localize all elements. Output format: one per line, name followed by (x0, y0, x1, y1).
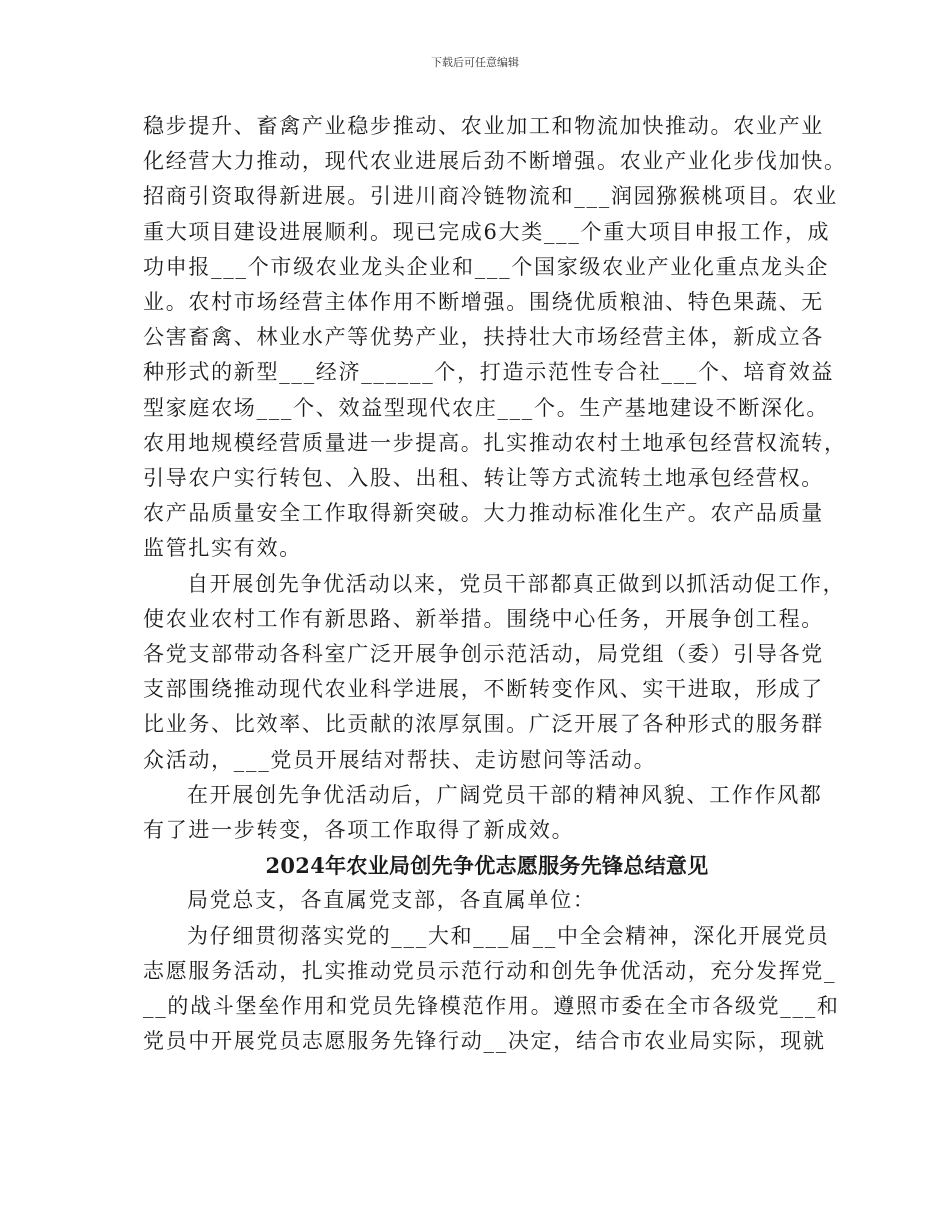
text-line: 比业务、比效率、比贡献的浓厚氛围。广泛开展了各种形式的服务群 (143, 712, 824, 737)
text-line: 自开展创先争优活动以来，党员干部都真正做到以抓活动促工作， (187, 571, 846, 596)
text-line: 功申报___个市级农业龙头企业和___个国家级农业产业化重点龙头企 (143, 254, 830, 279)
text-line: 有了进一步转变，各项工作取得了新成效。 (143, 818, 575, 843)
paragraph-campaign-activities (143, 567, 846, 778)
text-line: 化经营大力推动，现代农业进展后劲不断增强。农业产业化步伐加快。 (143, 149, 847, 174)
text-line: 众活动，___党员开展结对帮扶、走访慰问等活动。 (143, 747, 657, 772)
salutation (143, 883, 815, 918)
text-line: 为仔细贯彻落实党的___大和___届__中全会精神，深化开展党员 (187, 923, 830, 948)
text-line: 党员中开展党员志愿服务先锋行动__决定，结合市农业局实际，现就 (143, 1029, 826, 1054)
text-line: 局党总支，各直属党支部，各直属单位： (187, 888, 596, 913)
text-line: 引导农户实行转包、入股、出租、转让等方式流转土地承包经营权。 (143, 466, 824, 491)
text-line: 农用地规模经营质量进一步提高。扎实推动农村土地承包经营权流转， (143, 430, 847, 455)
text-line: 各党支部带动各科室广泛开展争创示范活动，局党组（委）引导各党 (143, 642, 824, 667)
section-title: 2024年农业局创先争优志愿服务先锋总结意见 (265, 853, 709, 879)
text-line: 重大项目建设进展顺利。现已完成6大类___个重大项目申报工作，成 (143, 219, 831, 244)
text-line: 在开展创先争优活动后，广阔党员干部的精神风貌、工作作风都 (187, 782, 823, 807)
text-line: __的战斗堡垒作用和党员先锋模范作用。遵照市委在全市各级党___和 (143, 994, 840, 1019)
text-line: 公害畜禽、林业水产等优势产业，扶持壮大市场经营主体，新成立各 (143, 325, 824, 350)
text-line: 监管扎实有效。 (143, 536, 302, 561)
text-line: 稳步提升、畜禽产业稳步推动、农业加工和物流加快推动。农业产业 (143, 114, 824, 138)
text-line: 种形式的新型___经济______个，打造示范性专合社___个、培育效益 (143, 360, 835, 385)
text-line: 业。农村市场经营主体作用不断增强。围绕优质粮油、特色果蔬、无 (143, 290, 824, 315)
text-line: 支部围绕推动现代农业科学进展，不断转变作风、实干进取，形成了 (143, 677, 824, 702)
page-header: 下载后可任意编辑 (431, 56, 519, 69)
paragraph-campaign-results (143, 778, 823, 848)
text-line: 型家庭农场___个、效益型现代农庄___个。生产基地建设不断深化。 (143, 395, 830, 420)
paragraph-volunteer-service (143, 919, 840, 1060)
document-body (143, 109, 847, 1059)
text-line: 志愿服务活动，扎实推动党员示范行动和创先争优活动，充分发挥党_ (143, 958, 837, 983)
paragraph-agriculture-progress (143, 109, 847, 567)
text-line: 使农业农村工作有新思路、新举措。围绕中心任务，开展争创工程。 (143, 606, 824, 631)
text-line: 招商引资取得新进展。引进川商冷链物流和___润园猕猴桃项目。农业 (143, 184, 838, 209)
text-line: 农产品质量安全工作取得新突破。大力推动标准化生产。农产品质量 (143, 501, 824, 526)
